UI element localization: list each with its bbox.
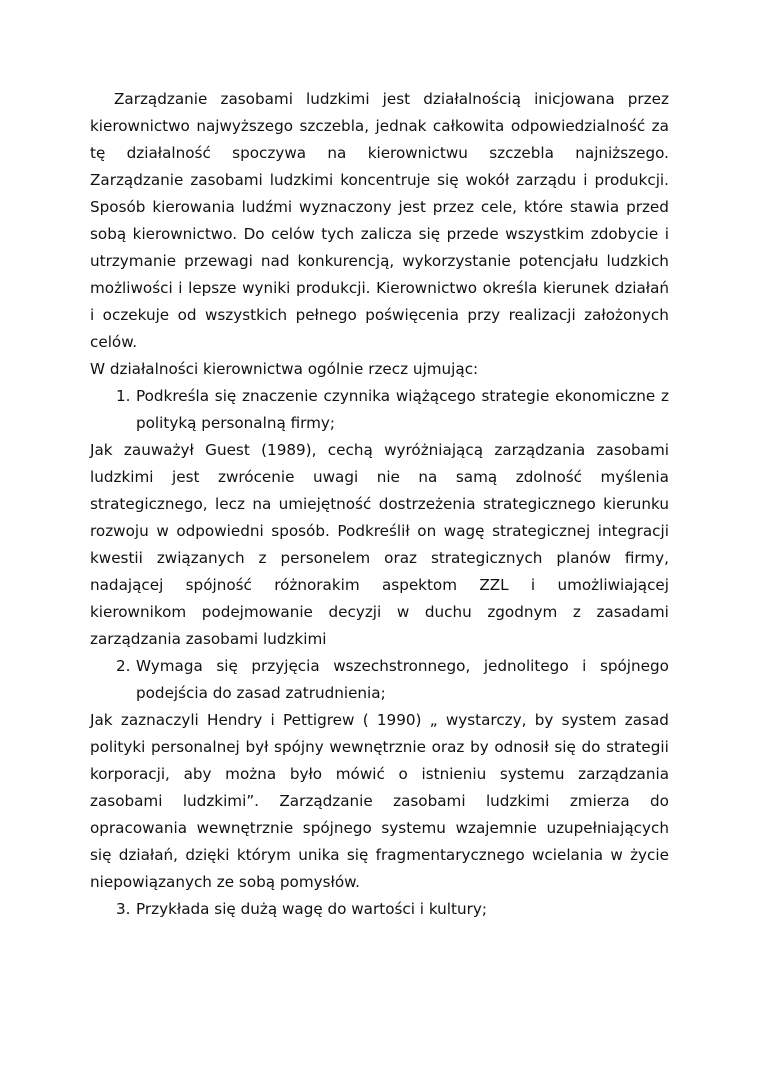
word: Pettigrew — [283, 711, 355, 729]
word: Jak — [90, 711, 113, 729]
word: założonych — [584, 306, 669, 324]
word: na — [252, 495, 272, 513]
word: kwestii — [90, 549, 143, 567]
word: Podkreśla — [136, 387, 210, 405]
word: korporacji, — [90, 765, 170, 783]
word: Wymaga — [136, 657, 203, 675]
word: systemu — [499, 765, 565, 783]
word: działań — [614, 279, 669, 297]
word: sposób. — [271, 522, 330, 540]
word: oraz — [431, 738, 465, 756]
word: samą — [455, 468, 498, 486]
word: utrzymanie — [90, 252, 177, 270]
word: polityki — [90, 738, 146, 756]
word: przez — [432, 198, 474, 216]
word: znaczenie — [242, 387, 318, 405]
word: do — [650, 792, 669, 810]
word: o — [398, 765, 408, 783]
word: zaznaczyli — [120, 711, 199, 729]
word: kierownictwu — [367, 144, 468, 162]
word: wyróżniającą — [384, 441, 484, 459]
word: przed — [626, 198, 669, 216]
word: się — [90, 846, 112, 864]
word: konkurencją, — [297, 252, 395, 270]
word: strategicznego, — [90, 495, 208, 513]
word: inicjowana — [534, 90, 615, 108]
word: jednolitego — [483, 657, 569, 675]
word: zarządzania — [494, 441, 586, 459]
word: na — [327, 144, 347, 162]
word: wystarczy, — [445, 711, 527, 729]
word: celów — [271, 225, 315, 243]
word: z — [572, 603, 581, 621]
word: strategie — [481, 387, 550, 405]
text-line — [90, 817, 669, 839]
word: strategicznego — [482, 495, 596, 513]
word: ( — [362, 711, 369, 729]
word: i — [90, 306, 95, 324]
text-line — [90, 169, 669, 191]
word: systemu — [381, 819, 446, 837]
word: działalność — [126, 144, 211, 162]
word: wyznaczony — [299, 198, 392, 216]
word: się — [216, 657, 238, 675]
word: kierunek — [543, 279, 610, 297]
word: odpowiedzialność — [510, 117, 646, 135]
word: zarządzania — [578, 765, 669, 783]
word: i — [178, 279, 183, 297]
word: oraz — [384, 549, 417, 567]
word: ekonomiczne — [555, 387, 656, 405]
word: działań, — [118, 846, 179, 864]
list-number: 3. — [116, 900, 131, 918]
word: przyjęcia — [251, 657, 320, 675]
word: istnieniu — [421, 765, 487, 783]
word: kierownictwo — [90, 117, 190, 135]
word: lecz — [215, 495, 245, 513]
word: rozwoju — [90, 522, 149, 540]
word: wszystkich — [204, 306, 288, 324]
list-number: 2. — [116, 657, 131, 675]
word: umiejętność — [278, 495, 372, 513]
word: w — [156, 522, 169, 540]
word: „ — [429, 711, 438, 729]
word: planów — [556, 549, 611, 567]
word: z — [258, 549, 267, 567]
word: Zarządzanie — [90, 171, 184, 189]
list-item-text — [136, 385, 669, 407]
word: wszechstronnego, — [333, 657, 471, 675]
text-line — [90, 142, 669, 164]
text-line — [90, 601, 669, 623]
word: najwyższego — [196, 117, 294, 135]
text-line-last: celów. — [90, 333, 138, 351]
text-line — [90, 574, 669, 596]
word: kierowania — [152, 198, 235, 216]
word: aby — [183, 765, 212, 783]
word: było — [289, 765, 323, 783]
word: ludzkimi — [485, 792, 550, 810]
word: kierunku — [603, 495, 669, 513]
word: Jak — [90, 441, 113, 459]
word: wagę — [443, 522, 485, 540]
word: w — [396, 603, 410, 621]
word: ludzkimi — [269, 171, 334, 189]
word: czynnika — [323, 387, 391, 405]
word: zauważył — [123, 441, 194, 459]
word: duchu — [424, 603, 472, 621]
word: odnosił — [494, 738, 549, 756]
word: jest — [398, 198, 426, 216]
word: Hendry — [207, 711, 263, 729]
word: ludzkich — [606, 252, 669, 270]
word: umożliwiającej — [557, 576, 669, 594]
word: zasad — [624, 711, 669, 729]
list-number: 1. — [116, 387, 131, 405]
word: ludzkimi”. — [182, 792, 260, 810]
list-item-text-cont: polityką personalną firmy; — [136, 414, 336, 432]
word: oczekuje — [102, 306, 170, 324]
text-line — [90, 115, 669, 137]
word: życie — [630, 846, 669, 864]
word: można — [225, 765, 277, 783]
word: strategii — [606, 738, 669, 756]
text-line — [90, 493, 669, 515]
word: opracowania — [90, 819, 188, 837]
word: 1990) — [376, 711, 422, 729]
word: ludzkimi — [306, 90, 370, 108]
word: potencjału — [518, 252, 599, 270]
text-line — [114, 88, 669, 110]
word: i — [270, 711, 275, 729]
word: realizacji — [508, 306, 576, 324]
word: uwagi — [312, 468, 359, 486]
word: jest — [382, 90, 411, 108]
word: Zarządzanie — [114, 90, 208, 108]
text-line — [90, 304, 669, 326]
text-line — [90, 250, 669, 272]
word: się — [214, 387, 237, 405]
word: odpowiedni — [176, 522, 264, 540]
word: cechą — [327, 441, 373, 459]
word: Sposób — [90, 198, 146, 216]
text-line — [90, 466, 669, 488]
word: którym — [236, 846, 291, 864]
word: jednak — [375, 117, 427, 135]
word: się — [346, 846, 369, 864]
word: możliwości — [90, 279, 173, 297]
word: on — [417, 522, 437, 540]
word: z — [660, 387, 669, 405]
word: wewnętrznie — [329, 738, 426, 756]
word: zmierza — [569, 792, 630, 810]
word: wszystkim — [505, 225, 585, 243]
word: ludźmi — [241, 198, 293, 216]
word: jest — [172, 468, 200, 486]
word: na — [418, 468, 438, 486]
word: zasobami — [393, 792, 466, 810]
intro-line: W działalności kierownictwa ogólnie rzecz ujmując: — [90, 360, 479, 378]
word: produkcji. — [295, 279, 371, 297]
word: personelem — [280, 549, 371, 567]
word: fragmentarycznego — [375, 846, 525, 864]
word: przewagi — [184, 252, 253, 270]
word: podejmowanie — [201, 603, 313, 621]
word: ludzkimi — [90, 468, 154, 486]
word: system — [561, 711, 617, 729]
word: Do — [243, 225, 265, 243]
word: się — [418, 225, 441, 243]
word: w — [610, 846, 623, 864]
text-line-last: niepowiązanych ze sobą pomysłów. — [90, 873, 360, 891]
word: spójny — [274, 738, 324, 756]
word: i — [530, 576, 536, 594]
word: poświęcenia — [365, 306, 459, 324]
word: Guest — [205, 441, 250, 459]
word: Podkreślił — [337, 522, 410, 540]
word: zasobami — [220, 90, 293, 108]
word: zasobami — [90, 792, 163, 810]
word: spójnego — [302, 819, 372, 837]
word: nie — [376, 468, 400, 486]
text-line — [90, 763, 669, 785]
text-line — [90, 439, 669, 461]
word: wokół — [465, 171, 510, 189]
word: personalnej — [151, 738, 240, 756]
word: zasobami — [190, 171, 263, 189]
list-item-text-cont: podejścia do zasad zatrudnienia; — [136, 684, 386, 702]
word: unika — [298, 846, 340, 864]
text-line — [90, 520, 669, 542]
word: się — [437, 171, 459, 189]
word: tych — [321, 225, 355, 243]
word: strategicznej — [492, 522, 591, 540]
word: wzajemnie — [455, 819, 537, 837]
word: przy — [467, 306, 501, 324]
word: wcielania — [532, 846, 604, 864]
text-line — [90, 196, 669, 218]
word: dostrzeżenia — [378, 495, 476, 513]
text-line — [90, 844, 669, 866]
word: lepsze — [188, 279, 237, 297]
word: i — [582, 657, 587, 675]
word: zdobycie — [590, 225, 659, 243]
list-item-text — [136, 655, 669, 677]
word: nad — [260, 252, 290, 270]
word: produkcji. — [594, 171, 669, 189]
word: decyzji — [328, 603, 382, 621]
word: strategicznych — [430, 549, 543, 567]
word: różnorakim — [274, 576, 360, 594]
word: spójność — [185, 576, 252, 594]
word: dzięki — [185, 846, 230, 864]
word: i — [664, 225, 669, 243]
word: przez — [627, 90, 669, 108]
word: integracji — [597, 522, 669, 540]
word: stawia — [570, 198, 620, 216]
word: ZZL — [479, 576, 509, 594]
word: zdolność — [515, 468, 583, 486]
word: zasobami — [596, 441, 669, 459]
word: by — [534, 711, 554, 729]
word: wiążącego — [395, 387, 476, 405]
word: szczebla — [489, 144, 554, 162]
word: od — [177, 306, 197, 324]
word: związanych — [156, 549, 245, 567]
word: (1989), — [261, 441, 317, 459]
word: kierownictwo. — [132, 225, 238, 243]
word: spójnego — [599, 657, 669, 675]
text-line — [90, 736, 669, 758]
word: cele, — [480, 198, 517, 216]
text-line-last: zarządzania zasobami ludzkimi — [90, 630, 327, 648]
word: kierownikom — [90, 603, 187, 621]
word: uzupełniających — [546, 819, 669, 837]
word: zalicza — [360, 225, 413, 243]
text-line — [90, 547, 669, 569]
word: tę — [90, 144, 106, 162]
word: wyniki — [242, 279, 291, 297]
word: szczebla, — [299, 117, 370, 135]
word: zwrócenie — [217, 468, 295, 486]
word: firmy, — [624, 549, 669, 567]
word: do — [581, 738, 601, 756]
word: przede — [446, 225, 499, 243]
word: nadającej — [90, 576, 164, 594]
word: Kierownictwo — [376, 279, 478, 297]
word: sobą — [90, 225, 127, 243]
word: działalnością — [423, 90, 521, 108]
word: zarządu — [516, 171, 577, 189]
word: zasadami — [596, 603, 669, 621]
word: mówić — [335, 765, 385, 783]
text-line — [90, 223, 669, 245]
word: myślenia — [600, 468, 669, 486]
word: wewnętrznie — [196, 819, 294, 837]
word: wykorzystanie — [402, 252, 511, 270]
word: był — [245, 738, 269, 756]
word: by — [470, 738, 489, 756]
list-item-text: Przykłada się dużą wagę do wartości i kultury; — [136, 900, 487, 918]
word: aspektom — [381, 576, 458, 594]
word: które — [523, 198, 564, 216]
word: za — [651, 117, 669, 135]
word: zgodnym — [487, 603, 558, 621]
word: koncentruje — [340, 171, 431, 189]
word: określa — [482, 279, 538, 297]
word: całkowita — [432, 117, 505, 135]
text-line — [90, 709, 669, 731]
text-line — [90, 277, 669, 299]
word: i — [583, 171, 588, 189]
word: pełnego — [295, 306, 357, 324]
word: spoczywa — [232, 144, 307, 162]
word: się — [554, 738, 576, 756]
text-line — [90, 790, 669, 812]
word: najniższego. — [575, 144, 669, 162]
word: Zarządzanie — [279, 792, 373, 810]
